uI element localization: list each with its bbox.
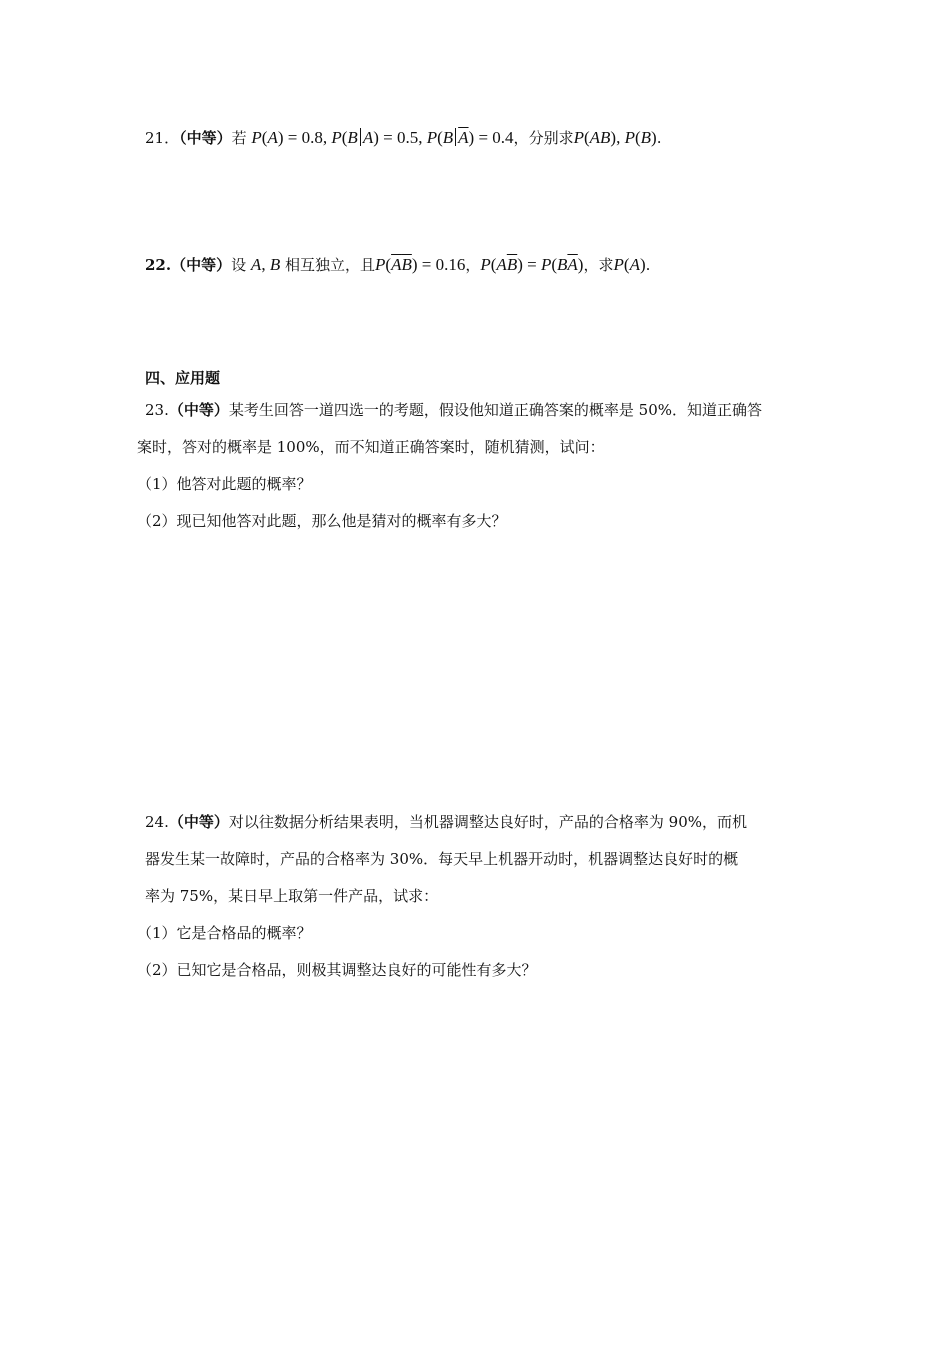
question-23-line-1 [145,400,762,420]
separator: ， [583,256,599,274]
question-22 [145,255,650,275]
formula-given: $P(\overline{A}\overline{B}) = 0.16$ [375,255,466,274]
question-24-line-1 [145,812,747,832]
question-text: 对以往数据分析结果表明，当机器调整达良好时，产品的合格率为 90%，而机 [228,813,747,831]
formula-condition: $P(A\overline{B}) = P(B\overline{A})$ [480,255,584,274]
question-text: 相互独立，且 [284,256,375,274]
question-24-line-3: 率为 75%，某日早上取第一件产品，试求： [145,887,439,905]
question-23-sub-1: （1）他答对此题的概率？ [137,475,312,493]
formula-target: P(A) [613,255,646,274]
question-24-sub-1: （1）它是合格品的概率？ [137,924,312,942]
period: . [645,256,651,274]
question-text: 某考生回答一道四选一的考题，假设他知道正确答案的概率是 50%．知道正确答 [228,401,762,419]
section-heading: 四、应用题 [145,369,221,387]
question-text: 设 [231,256,247,274]
formula-events: A, B [250,255,281,274]
question-number: 24. [145,813,169,831]
formula-target: P(AB), P(B) [573,128,657,147]
question-24-sub-2: （2）已知它是合格品，则极其调整达良好的可能性有多大？ [137,961,537,979]
question-text: 求 [598,256,614,274]
question-text: 分别求 [528,129,574,147]
question-number: 22. [145,256,172,274]
difficulty-label: （中等） [168,401,229,419]
separator: ， [465,256,481,274]
period: . [656,129,662,147]
question-text: 若 [231,129,247,147]
question-number: 23. [145,401,169,419]
difficulty-label: （中等） [171,256,232,274]
difficulty-label: （中等） [168,813,229,831]
formula-given: P(A) = 0.8, P(B A) = 0.5, P(B $\overline{A}) = 0.4$ [251,128,514,147]
question-21 [145,128,662,148]
difficulty-label: （中等） [179,129,232,147]
question-23-sub-2: （2）现已知他答对此题，那么他是猜对的概率有多大？ [137,512,507,530]
question-number: 21． [145,129,180,147]
question-23-line-2: 案时，答对的概率是 100%，而不知道正确答案时，随机猜测，试问： [137,438,605,456]
question-24-line-2: 器发生某一故障时，产品的合格率为 30%．每天早上机器开动时，机器调整达良好时的概 [145,850,739,868]
separator: ， [513,129,529,147]
